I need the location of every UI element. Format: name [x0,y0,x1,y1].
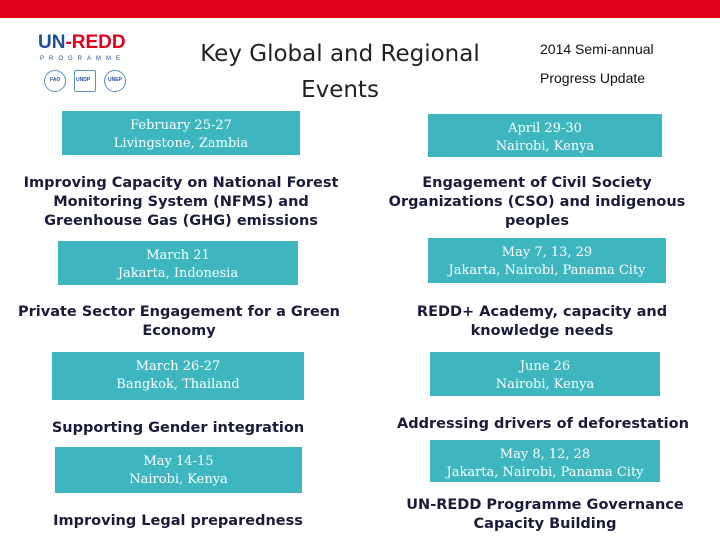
event-place: Nairobi, Kenya [129,472,228,487]
event-box-right-2 [428,238,666,283]
event-box-left-1 [62,111,300,155]
event-topic-left-1: Improving Capacity on National Forest Monitoring System (NFMS) and Greenhouse Gas (GHG) emissions [23,175,339,229]
event-place: Nairobi, Kenya [495,139,595,154]
event-topic-right-2: REDD+ Academy, capacity and knowledge needs [416,304,668,339]
event-place: Bangkok, Thailand [116,377,240,392]
agency-logos [44,70,144,98]
slide-title: Key Global and Regional Events [200,41,480,103]
subtitle-line-1: 2014 Semi-annual [540,41,654,57]
event-place: Jakarta, Nairobi, Panama City [446,465,644,480]
event-date: June 26 [519,359,571,374]
event-topic-right-1: Engagement of Civil Society Organizations (CSO) and indigenous peoples [388,175,686,229]
event-date: March 21 [146,248,210,263]
event-box-left-3 [52,352,304,400]
event-place: Nairobi, Kenya [495,377,595,392]
event-topic-left-4: Improving Legal preparedness [53,513,303,529]
event-box-left-2 [58,241,298,285]
un-redd-logo [30,30,140,102]
event-date: March 26-27 [135,359,221,374]
event-topic-right-4: UN-REDD Programme Governance Capacity Building [406,497,684,532]
event-place: Jakarta, Indonesia [117,266,239,281]
unep-label: UNEP [108,77,122,83]
slide-subtitle [540,35,710,93]
top-red-bar [0,0,720,18]
event-topic-left-2: Private Sector Engagement for a Green Economy [18,304,340,339]
logo-programme-text: PROGRAMME [40,56,126,62]
undp-label: UNDP [76,77,91,83]
event-date: May 14-15 [143,454,214,469]
event-date: May 8, 12, 28 [499,447,591,462]
event-place: Livingstone, Zambia [113,136,249,151]
event-date: May 7, 13, 29 [501,245,593,260]
event-place: Jakarta, Nairobi, Panama City [448,263,646,278]
event-box-right-3 [430,352,660,396]
subtitle-line-2: Progress Update [540,70,646,86]
event-box-right-4 [430,440,660,482]
fao-label: FAO [50,77,61,83]
logo-wordmark: UN-REDD [38,32,126,53]
event-topic-left-3: Supporting Gender integration [51,420,305,436]
event-topic-right-3: Addressing drivers of deforestation [397,416,689,432]
event-box-left-4 [55,447,302,493]
event-date: April 29-30 [508,121,582,136]
event-date: February 25-27 [130,118,232,133]
event-box-right-1 [428,114,662,157]
